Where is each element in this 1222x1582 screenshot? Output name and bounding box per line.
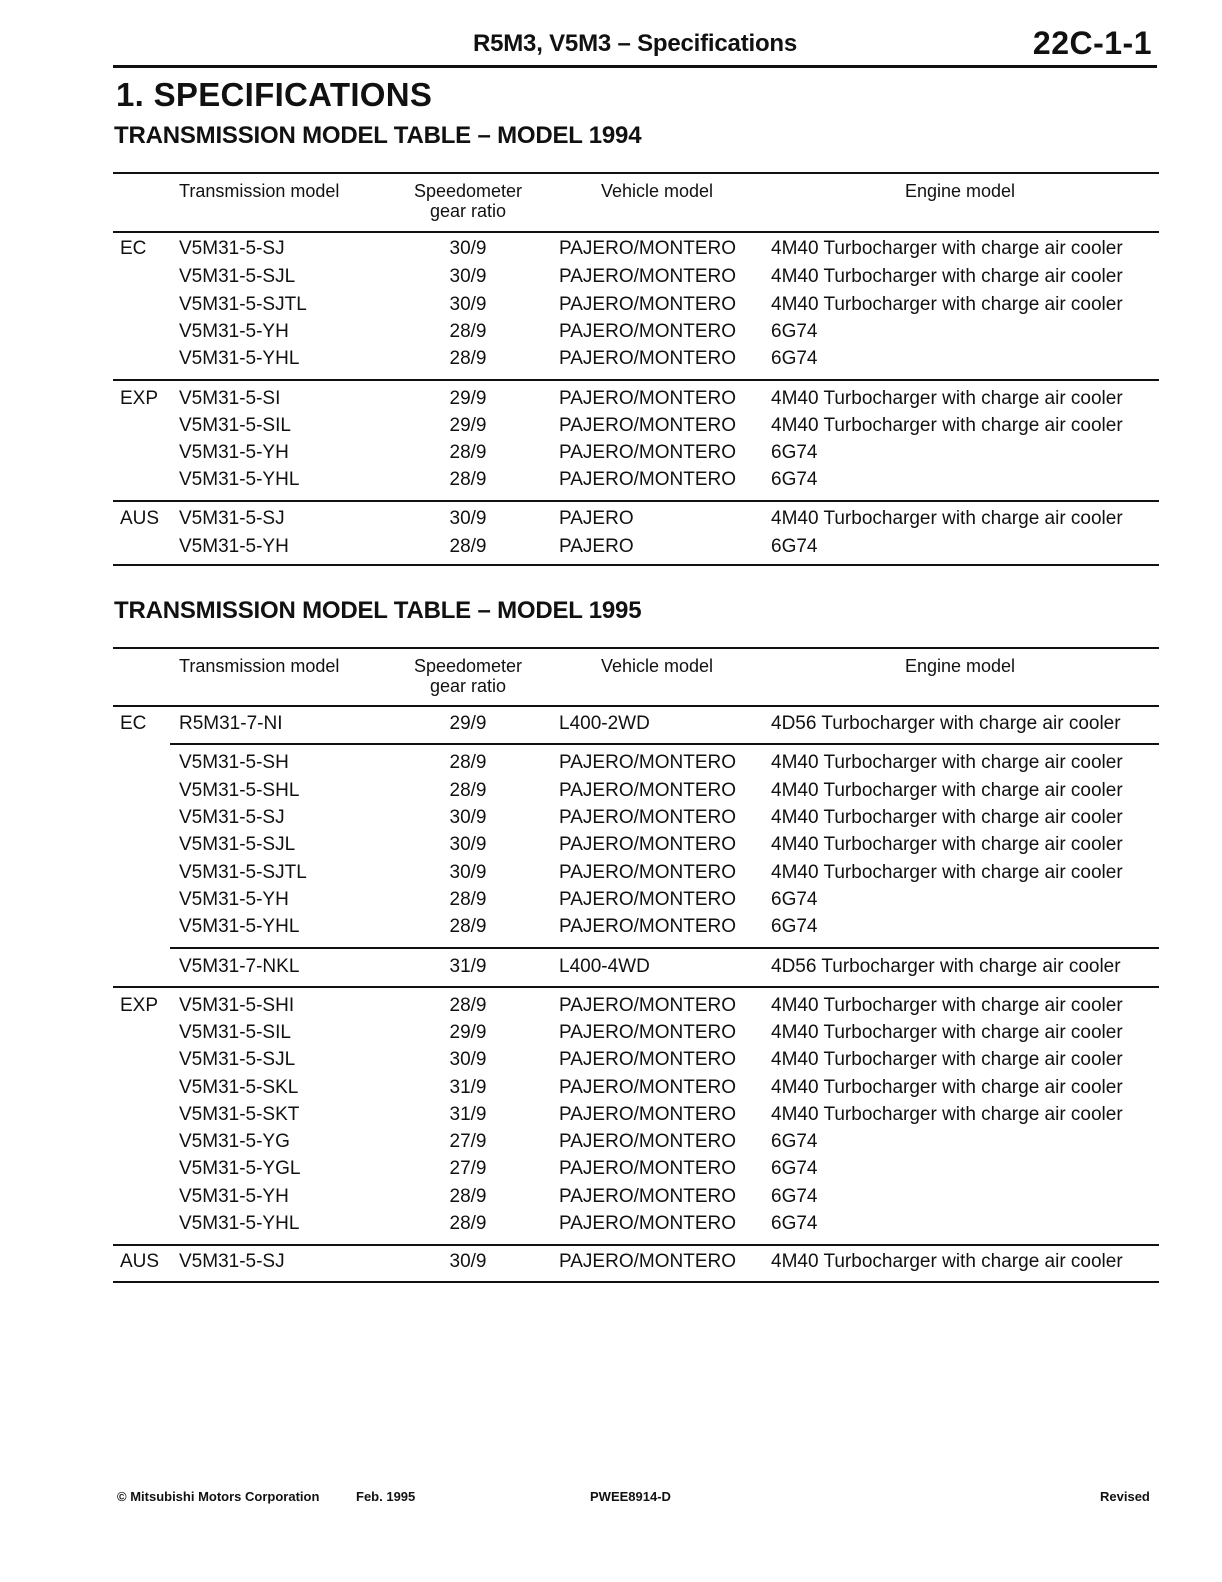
row-engine-model: 4D56 Turbocharger with charge air cooler — [771, 956, 1121, 977]
table-1995-subgroup-rule — [170, 947, 1159, 949]
row-vehicle-model: PAJERO/MONTERO — [559, 238, 736, 259]
row-engine-model: 4M40 Turbocharger with charge air cooler — [771, 1049, 1123, 1070]
row-region: AUS — [120, 508, 160, 529]
row-vehicle-model: PAJERO/MONTERO — [559, 1186, 736, 1207]
row-transmission-model: V5M31-5-SHI — [179, 995, 295, 1016]
row-engine-model: 4M40 Turbocharger with charge air cooler — [771, 1251, 1123, 1272]
row-gear-ratio: 28/9 — [449, 469, 487, 490]
table-1994-top-rule — [113, 172, 1159, 174]
row-transmission-model: V5M31-5-YH — [179, 536, 289, 557]
col-header-ratio — [395, 181, 541, 221]
table-1994-bottom-rule — [113, 564, 1159, 566]
row-engine-model: 6G74 — [771, 536, 818, 557]
row-gear-ratio: 28/9 — [449, 780, 487, 801]
row-gear-ratio: 30/9 — [449, 807, 487, 828]
row-transmission-model: V5M31-5-SI — [179, 388, 281, 409]
row-vehicle-model: PAJERO/MONTERO — [559, 862, 736, 883]
table-1995-subgroup-rule — [170, 743, 1159, 745]
table-1994-header-rule — [113, 231, 1159, 233]
row-vehicle-model: PAJERO/MONTERO — [559, 266, 736, 287]
row-vehicle-model: PAJERO/MONTERO — [559, 752, 736, 773]
row-vehicle-model: PAJERO/MONTERO — [559, 469, 736, 490]
col-header-ratio — [395, 656, 541, 696]
row-gear-ratio: 28/9 — [449, 995, 487, 1016]
col-header-engine: Engine model — [904, 656, 1016, 676]
row-gear-ratio: 28/9 — [449, 889, 487, 910]
row-gear-ratio: 31/9 — [449, 1104, 487, 1125]
row-transmission-model: R5M31-7-NI — [179, 713, 283, 734]
row-transmission-model: V5M31-5-SH — [179, 752, 289, 773]
row-engine-model: 6G74 — [771, 1186, 818, 1207]
row-transmission-model: V5M31-5-SJ — [179, 1251, 285, 1272]
row-gear-ratio: 31/9 — [449, 1077, 487, 1098]
col-header-ratio-line2: gear ratio — [429, 201, 507, 221]
row-vehicle-model: PAJERO/MONTERO — [559, 348, 736, 369]
col-header-engine: Engine model — [904, 181, 1016, 201]
row-vehicle-model: PAJERO/MONTERO — [559, 1022, 736, 1043]
row-gear-ratio: 29/9 — [449, 415, 487, 436]
row-engine-model: 4M40 Turbocharger with charge air cooler — [771, 1022, 1123, 1043]
row-gear-ratio: 28/9 — [449, 348, 487, 369]
row-vehicle-model: PAJERO/MONTERO — [559, 995, 736, 1016]
row-transmission-model: V5M31-5-SJ — [179, 238, 285, 259]
footer-doc-code: PWEE8914-D — [590, 1489, 671, 1504]
row-transmission-model: V5M31-5-YHL — [179, 916, 300, 937]
row-engine-model: 6G74 — [771, 442, 818, 463]
col-header-ratio-line2: gear ratio — [429, 676, 507, 696]
row-gear-ratio: 29/9 — [449, 713, 487, 734]
row-gear-ratio: 28/9 — [449, 1213, 487, 1234]
row-vehicle-model: PAJERO/MONTERO — [559, 1158, 736, 1179]
footer-copyright: © Mitsubishi Motors Corporation — [117, 1489, 320, 1504]
row-vehicle-model: PAJERO/MONTERO — [559, 1213, 736, 1234]
row-engine-model: 4M40 Turbocharger with charge air cooler — [771, 266, 1123, 287]
row-region: EC — [120, 713, 147, 734]
row-gear-ratio: 28/9 — [449, 321, 487, 342]
page-header-title: R5M3, V5M3 – Specifications — [472, 30, 798, 57]
row-vehicle-model: PAJERO/MONTERO — [559, 1251, 736, 1272]
row-gear-ratio: 27/9 — [449, 1131, 487, 1152]
row-engine-model: 6G74 — [771, 1131, 818, 1152]
row-engine-model: 6G74 — [771, 889, 818, 910]
row-transmission-model: V5M31-7-NKL — [179, 956, 300, 977]
row-transmission-model: V5M31-5-SJTL — [179, 862, 307, 883]
page-number: 22C-1-1 — [1032, 25, 1152, 61]
row-transmission-model: V5M31-5-YG — [179, 1131, 290, 1152]
col-header-ratio-line1: Speedometer — [413, 656, 523, 676]
table-1995-bottom-rule — [113, 1281, 1159, 1283]
row-transmission-model: V5M31-5-YH — [179, 889, 289, 910]
row-vehicle-model: PAJERO/MONTERO — [559, 780, 736, 801]
row-gear-ratio: 29/9 — [449, 1022, 487, 1043]
row-transmission-model: V5M31-5-YH — [179, 442, 289, 463]
row-vehicle-model: L400-2WD — [559, 713, 650, 734]
row-vehicle-model: L400-4WD — [559, 956, 650, 977]
row-vehicle-model: PAJERO/MONTERO — [559, 388, 736, 409]
row-vehicle-model: PAJERO/MONTERO — [559, 1131, 736, 1152]
row-region: AUS — [120, 1251, 160, 1272]
row-transmission-model: V5M31-5-YHL — [179, 469, 300, 490]
row-gear-ratio: 28/9 — [449, 536, 487, 557]
row-engine-model: 4M40 Turbocharger with charge air cooler — [771, 1104, 1123, 1125]
row-vehicle-model: PAJERO/MONTERO — [559, 415, 736, 436]
row-engine-model: 4M40 Turbocharger with charge air cooler — [771, 388, 1123, 409]
col-header-ratio-line1: Speedometer — [413, 181, 523, 201]
row-gear-ratio: 27/9 — [449, 1158, 487, 1179]
table-1994-group-rule — [113, 500, 1159, 502]
section-title: 1. SPECIFICATIONS — [116, 76, 433, 113]
table-1995-group-rule — [113, 1244, 1159, 1246]
row-gear-ratio: 28/9 — [449, 1186, 487, 1207]
row-vehicle-model: PAJERO/MONTERO — [559, 889, 736, 910]
row-engine-model: 4M40 Turbocharger with charge air cooler — [771, 752, 1123, 773]
row-gear-ratio: 30/9 — [449, 238, 487, 259]
row-engine-model: 4M40 Turbocharger with charge air cooler — [771, 780, 1123, 801]
table-1995-title: TRANSMISSION MODEL TABLE – MODEL 1995 — [114, 597, 642, 624]
row-transmission-model: V5M31-5-YH — [179, 1186, 289, 1207]
row-engine-model: 4M40 Turbocharger with charge air cooler — [771, 807, 1123, 828]
row-gear-ratio: 28/9 — [449, 916, 487, 937]
row-engine-model: 4M40 Turbocharger with charge air cooler — [771, 1077, 1123, 1098]
col-header-vehicle: Vehicle model — [600, 656, 714, 676]
row-gear-ratio: 30/9 — [449, 834, 487, 855]
col-header-vehicle: Vehicle model — [600, 181, 714, 201]
row-engine-model: 4M40 Turbocharger with charge air cooler — [771, 995, 1123, 1016]
row-engine-model: 4M40 Turbocharger with charge air cooler — [771, 238, 1123, 259]
table-1994-title: TRANSMISSION MODEL TABLE – MODEL 1994 — [114, 122, 642, 149]
row-gear-ratio: 30/9 — [449, 266, 487, 287]
row-region: EXP — [120, 995, 159, 1016]
row-engine-model: 6G74 — [771, 348, 818, 369]
row-engine-model: 6G74 — [771, 1213, 818, 1234]
row-engine-model: 4M40 Turbocharger with charge air cooler — [771, 834, 1123, 855]
row-engine-model: 4M40 Turbocharger with charge air cooler — [771, 294, 1123, 315]
row-engine-model: 6G74 — [771, 916, 818, 937]
col-header-model: Transmission model — [179, 656, 340, 676]
row-region: EXP — [120, 388, 159, 409]
table-1995-header-rule — [113, 705, 1159, 707]
row-gear-ratio: 30/9 — [449, 508, 487, 529]
row-vehicle-model: PAJERO/MONTERO — [559, 834, 736, 855]
row-vehicle-model: PAJERO/MONTERO — [559, 916, 736, 937]
row-vehicle-model: PAJERO — [559, 508, 634, 529]
row-transmission-model: V5M31-5-SIL — [179, 1022, 291, 1043]
row-vehicle-model: PAJERO/MONTERO — [559, 807, 736, 828]
row-gear-ratio: 30/9 — [449, 1049, 487, 1070]
row-vehicle-model: PAJERO/MONTERO — [559, 321, 736, 342]
row-vehicle-model: PAJERO/MONTERO — [559, 294, 736, 315]
row-engine-model: 4M40 Turbocharger with charge air cooler — [771, 862, 1123, 883]
table-1995-top-rule — [113, 647, 1159, 649]
row-engine-model: 6G74 — [771, 321, 818, 342]
row-transmission-model: V5M31-5-YHL — [179, 1213, 300, 1234]
row-transmission-model: V5M31-5-SJTL — [179, 294, 307, 315]
row-gear-ratio: 30/9 — [449, 862, 487, 883]
row-gear-ratio: 30/9 — [449, 294, 487, 315]
row-gear-ratio: 31/9 — [449, 956, 487, 977]
row-gear-ratio: 29/9 — [449, 388, 487, 409]
row-vehicle-model: PAJERO/MONTERO — [559, 1077, 736, 1098]
row-transmission-model: V5M31-5-YGL — [179, 1158, 301, 1179]
row-transmission-model: V5M31-5-YHL — [179, 348, 300, 369]
table-1995-group-rule — [113, 986, 1159, 988]
header-rule — [113, 65, 1157, 68]
row-vehicle-model: PAJERO — [559, 536, 634, 557]
row-engine-model: 4M40 Turbocharger with charge air cooler — [771, 508, 1123, 529]
row-gear-ratio: 30/9 — [449, 1251, 487, 1272]
row-vehicle-model: PAJERO/MONTERO — [559, 442, 736, 463]
row-gear-ratio: 28/9 — [449, 752, 487, 773]
row-vehicle-model: PAJERO/MONTERO — [559, 1104, 736, 1125]
footer-status: Revised — [1100, 1489, 1150, 1504]
row-transmission-model: V5M31-5-SKL — [179, 1077, 299, 1098]
row-transmission-model: V5M31-5-YH — [179, 321, 289, 342]
row-transmission-model: V5M31-5-SJL — [179, 1049, 296, 1070]
row-engine-model: 4M40 Turbocharger with charge air cooler — [771, 415, 1123, 436]
row-gear-ratio: 28/9 — [449, 442, 487, 463]
row-transmission-model: V5M31-5-SJL — [179, 266, 296, 287]
row-engine-model: 4D56 Turbocharger with charge air cooler — [771, 713, 1121, 734]
row-transmission-model: V5M31-5-SIL — [179, 415, 291, 436]
col-header-model: Transmission model — [179, 181, 340, 201]
row-transmission-model: V5M31-5-SHL — [179, 780, 300, 801]
row-engine-model: 6G74 — [771, 1158, 818, 1179]
row-region: EC — [120, 238, 147, 259]
row-vehicle-model: PAJERO/MONTERO — [559, 1049, 736, 1070]
row-transmission-model: V5M31-5-SJ — [179, 807, 285, 828]
footer-date: Feb. 1995 — [356, 1489, 416, 1504]
row-transmission-model: V5M31-5-SKT — [179, 1104, 300, 1125]
row-transmission-model: V5M31-5-SJ — [179, 508, 285, 529]
table-1994-group-rule — [113, 379, 1159, 381]
row-engine-model: 6G74 — [771, 469, 818, 490]
row-transmission-model: V5M31-5-SJL — [179, 834, 296, 855]
